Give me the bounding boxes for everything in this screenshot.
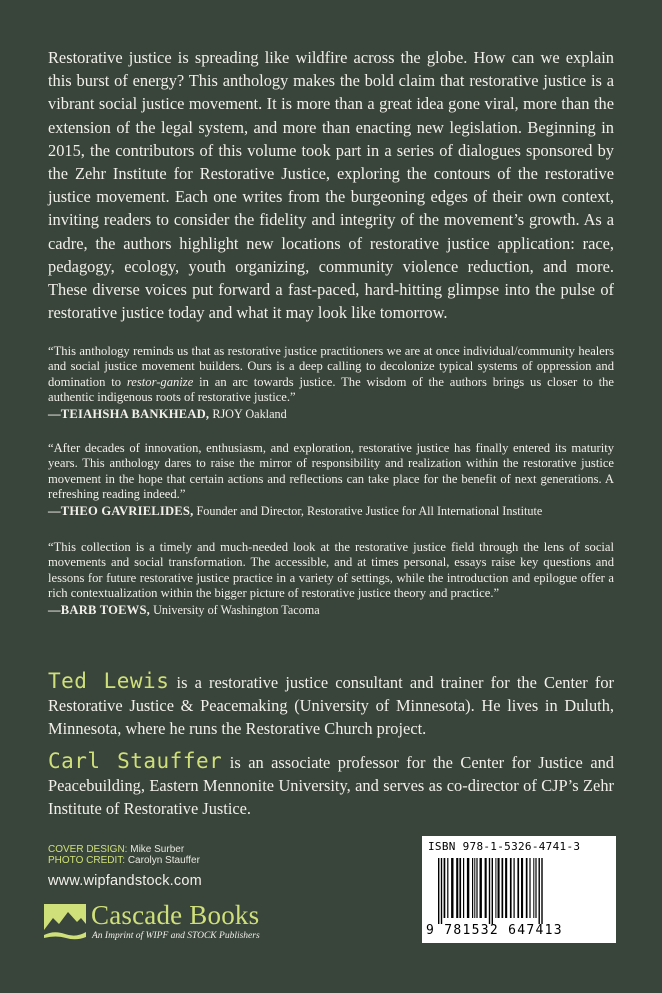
- quote-italic-text: restor-ganize: [126, 374, 194, 389]
- cover-design-credit: [48, 844, 200, 855]
- author-name: Ted Lewis: [48, 669, 170, 693]
- design-credits: [48, 844, 200, 866]
- quote-text: “After decades of innovation, enthusiasm, and exploration, restorative justice has finally entered its maturity years. This anthology dares to raise the mirror of responsibility and realization within the restorative justice movement in the hope that certain actions and reflections can take place for the benefit of next generations. A refreshing reading indeed.”: [48, 441, 614, 502]
- isbn-barcode: [422, 836, 616, 943]
- quote-text: in an arc towards justice. The wisdom of the authors brings us closer to the authentic indigenous roots of restorative justice.”: [48, 374, 615, 405]
- endorsement-quote: [48, 540, 614, 602]
- endorser-affiliation: University of Washington Tacoma: [150, 602, 320, 617]
- quote-text: “This collection is a timely and much-needed look at the restorative justice field through the lens of social movements and social transformation. The accessible, and at times personal, essays raise key questions and lessons for future restorative justice practice in a variety of settings, while the introduction and epilogue offer a rich contextualization within the bigger picture of restorative justice theory and practice.”: [48, 540, 614, 601]
- endorser-name: —TEIAHSHA BANKHEAD,: [48, 406, 210, 421]
- author-name: Carl Stauffer: [48, 749, 223, 773]
- barcode-digits: 9 781532 647413: [426, 923, 563, 938]
- publisher-logo: [44, 902, 294, 944]
- back-cover-blurb: Restorative justice is spreading like wildfire across the globe. How can we explain this burst of energy? This anthology makes the bold claim that restorative justice is a vibrant social justice movement. It is more than a great idea gone viral, more than the extension of the legal system, and more than enacting new legislation. Beginning in 2015, the contributors of this volume took part in a series of dialogues sponsored by the Zehr Institute for Restorative Justice, exploring the contours of the restorative justice movement. Each one writes from the burgeoning edges of their own context, inviting readers to consider the fidelity and integrity of the movement’s growth. As a cadre, the authors highlight new locations of restorative justice application: race, pedagogy, ecology, youth organizing, community violence reduction, and more. These diverse voices put forward a fast-paced, hard-hitting glimpse into the pulse of restorative justice today and what it may look like tomorrow.: [48, 48, 614, 323]
- author-bio-text: is a restorative justice consultant and trainer for the Center for Restorative Justice & Peacemaking (University of Minnesota). He lives in Duluth, Minnesota, where he runs the Restorative Church project.: [48, 673, 615, 738]
- author-bio-text: is an associate professor for the Center for Justice and Peacebuilding, Eastern Mennonite University, and serves as co-director of CJP’s Zehr Institute of Restorative Justice.: [48, 753, 614, 818]
- endorsement-3: [48, 540, 614, 618]
- author-bio-carl-stauffer: [48, 750, 614, 820]
- endorsement-attribution: [48, 407, 614, 422]
- endorsement-attribution: [48, 504, 614, 519]
- endorsement-quote: [48, 441, 614, 503]
- credit-value: Mike Surber: [127, 844, 185, 855]
- endorsement-2: [48, 441, 614, 519]
- mountain-logo-icon: [44, 904, 86, 942]
- credit-label: COVER DESIGN:: [48, 844, 128, 855]
- publisher-name: Cascade Books: [91, 900, 260, 930]
- quote-text: “This anthology reminds us that as restorative justice practitioners we are at once individual/community healers and social justice movement builders. Ours is a deep calling to decolonize typical systems of oppression and domination to: [48, 344, 614, 389]
- barcode-bars: [430, 858, 608, 928]
- publisher-website: www.wipfandstock.com: [48, 873, 202, 889]
- publisher-subtitle: An Imprint of WIPF and STOCK Publishers: [92, 931, 260, 941]
- photo-credit: [48, 855, 200, 866]
- endorser-name: —BARB TOEWS,: [48, 602, 151, 617]
- endorser-affiliation: RJOY Oakland: [209, 406, 287, 421]
- endorser-affiliation: Founder and Director, Restorative Justice for All International Institute: [193, 503, 543, 518]
- author-bio-ted-lewis: [48, 670, 614, 740]
- endorser-name: —THEO GAVRIELIDES,: [48, 503, 194, 518]
- credit-label: PHOTO CREDIT:: [48, 855, 126, 866]
- endorsement-1: [48, 344, 614, 422]
- endorsement-attribution: [48, 603, 614, 618]
- isbn-label: ISBN 978-1-5326-4741-3: [428, 840, 581, 853]
- credit-value: Carolyn Stauffer: [125, 855, 200, 866]
- endorsement-quote: [48, 344, 614, 406]
